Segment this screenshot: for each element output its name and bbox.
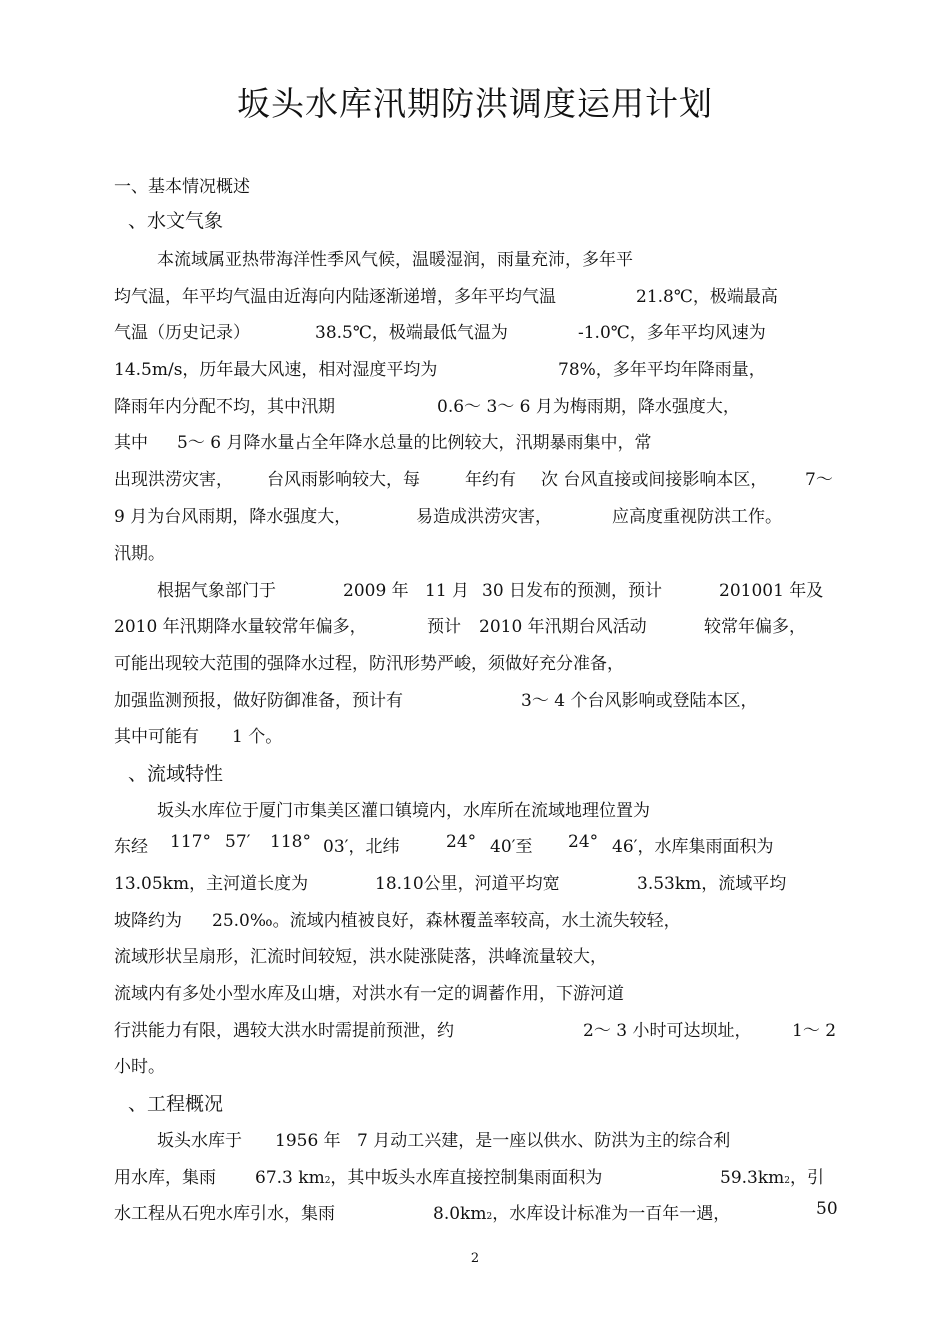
- text-line: 3.53km，流域平均: [637, 874, 787, 894]
- text-line: 根据气象部门于: [157, 581, 276, 601]
- text-line: 2010 年汛期降水量较常年偏多，: [114, 617, 367, 637]
- text-line: 78%，多年平均年降雨量，: [558, 360, 766, 380]
- text-line: 次 台风直接或间接影响本区，: [541, 470, 768, 490]
- text-line: 8.0km2，水库设计标准为一百年一遇，: [433, 1204, 731, 1224]
- text-line: 9 月为台风雨期，降水强度大，: [114, 507, 352, 527]
- text-line: 本流域属亚热带海洋性季风气候，温暖湿润，雨量充沛，多年平: [157, 250, 633, 270]
- text-line: 汛期。: [114, 544, 165, 564]
- text-line: 降雨年内分配不均，其中汛期: [114, 397, 335, 417]
- text-line: 30 日发布的预测，预计: [482, 581, 663, 601]
- text-line: 水工程从石兜水库引水，集雨: [114, 1204, 335, 1224]
- text-line: 东经: [114, 837, 148, 857]
- document-title: 坂头水库汛期防洪调度运用计划: [237, 84, 713, 123]
- text-line: 较常年偏多，: [704, 617, 806, 637]
- text-line: 57′: [225, 832, 251, 852]
- text-line: 1～ 2: [792, 1021, 837, 1041]
- text-line: 25.0‰。流域内植被良好，森林覆盖率较高，水土流失较轻，: [212, 911, 681, 931]
- text-line: 46′，水库集雨面积为: [612, 837, 774, 857]
- text-line: 118°: [270, 832, 311, 852]
- text-line: 24°: [446, 832, 477, 852]
- text-line: 11 月: [425, 581, 470, 601]
- text-line: 坡降约为: [114, 911, 182, 931]
- text-line: 50: [816, 1199, 838, 1219]
- heading-hydrology: 、水文气象: [128, 210, 224, 232]
- text-line: 40′至: [490, 837, 533, 857]
- text-line: 24°: [568, 832, 599, 852]
- text-line: 易造成洪涝灾害，: [416, 507, 552, 527]
- text-line: 2～ 3 小时可达坝址，: [583, 1021, 752, 1041]
- text-line: 201001 年及: [719, 581, 824, 601]
- text-line: 67.3 km2，其中坂头水库直接控制集雨面积为: [255, 1168, 603, 1188]
- text-line: 用水库，集雨: [114, 1168, 216, 1188]
- text-line: 小时。: [114, 1057, 165, 1077]
- text-line: 均气温，年平均气温由近海向内陆逐渐递增，多年平均气温: [114, 287, 556, 307]
- text-line: 流域形状呈扇形，汇流时间较短，洪水陡涨陡落，洪峰流量较大，: [114, 947, 607, 967]
- text-line: 年约有: [465, 470, 516, 490]
- text-line: 59.3km2，引: [720, 1168, 825, 1188]
- text-line: 流域内有多处小型水库及山塘，对洪水有一定的调蓄作用，下游河道: [114, 984, 624, 1004]
- text-line: 14.5m/s，历年最大风速，相对湿度平均为: [114, 360, 438, 380]
- text-line: 应高度重视防洪工作。: [612, 507, 782, 527]
- text-line: 2009 年: [343, 581, 409, 601]
- text-line: 加强监测预报，做好防御准备，预计有: [114, 691, 403, 711]
- text-line: 其中可能有: [114, 727, 199, 747]
- text-line: 台风雨影响较大，每: [267, 470, 420, 490]
- text-line: 38.5℃，极端最低气温为: [315, 323, 508, 343]
- text-line: 117°: [170, 832, 211, 852]
- heading-project-overview: 、工程概况: [128, 1093, 224, 1115]
- text-line: 03′，北纬: [323, 837, 400, 857]
- text-line: 气温（历史记录）: [114, 323, 250, 343]
- text-line: 1956 年: [275, 1131, 341, 1151]
- text-line: 13.05km，主河道长度为: [114, 874, 309, 894]
- text-line: 7～: [805, 470, 833, 490]
- section-intro: 一、基本情况概述: [114, 177, 250, 197]
- page-number: 2: [470, 1251, 480, 1266]
- text-line: 行洪能力有限，遇较大洪水时需提前预泄，约: [114, 1021, 454, 1041]
- text-line: 2010 年汛期台风活动: [479, 617, 647, 637]
- text-line: 可能出现较大范围的强降水过程，防汛形势严峻，须做好充分准备，: [114, 654, 624, 674]
- text-line: -1.0℃，多年平均风速为: [578, 323, 766, 343]
- heading-basin: 、流域特性: [128, 763, 224, 785]
- text-line: 0.6～ 3～ 6 月为梅雨期，降水强度大，: [437, 397, 740, 417]
- text-line: 坂头水库于: [157, 1131, 242, 1151]
- text-line: 18.10公里，河道平均宽: [375, 874, 560, 894]
- text-line: 其中: [114, 433, 148, 453]
- text-line: 21.8℃，极端最高: [636, 287, 778, 307]
- text-line: 5～ 6 月降水量占全年降水总量的比例较大，汛期暴雨集中，常: [177, 433, 652, 453]
- text-line: 坂头水库位于厦门市集美区灌口镇境内，水库所在流域地理位置为: [157, 801, 650, 821]
- text-line: 1 个。: [232, 727, 283, 747]
- text-line: 3～ 4 个台风影响或登陆本区，: [521, 691, 758, 711]
- text-line: 预计: [427, 617, 461, 637]
- text-line: 7 月动工兴建，是一座以供水、防洪为主的综合利: [357, 1131, 731, 1151]
- text-line: 出现洪涝灾害，: [114, 470, 233, 490]
